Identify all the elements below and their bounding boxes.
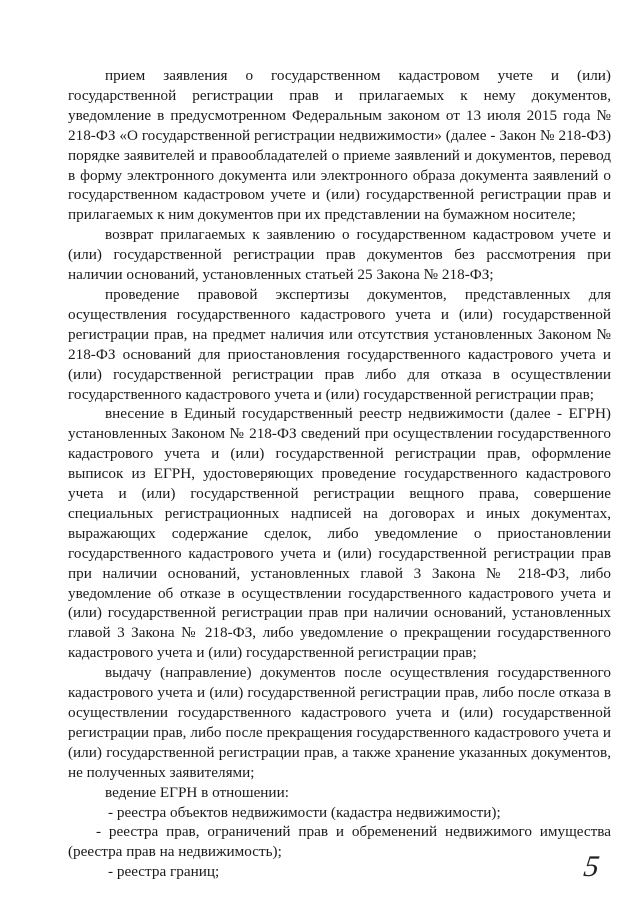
paragraph-documents-return: возврат прилагаемых к заявлению о государственном кадастровом учете и (или) государственной регистрации прав документов без рассмотрения при наличии оснований, установленных статьей 25 Закона № 218-ФЗ; bbox=[68, 226, 611, 284]
paragraph-documents-issue: выдачу (направление) документов после осуществления государственного кадастрового учета и (или) государственной регистрации прав, либо после отказа в осуществлении государственного кадастрового учета и (или) государственной регистрации прав, либо после прекращения государственного кадастрового учета и (или) государственной регистрации прав, а также хранение указанных документов, не полученных заявителями; bbox=[68, 664, 611, 781]
registry-item-borders: - реестра границ; bbox=[108, 863, 220, 881]
paragraph-egrn-entry: внесение в Единый государственный реестр недвижимости (далее - ЕГРН) установленных Законом № 218-ФЗ сведений при осуществлении государственного кадастрового учета и (или) государственной регистрации прав, оформление выписок из ЕГРН, удостоверяющих проведение государственного кадастрового учета и (или) государственной регистрации вещного права, совершение специальных регистрационных надписей на договорах и иных документах, выражающих содержание сделок, либо уведомление о приостановлении государственного кадастрового учета и (или) государственной регистрации прав при наличии оснований, установленных главой 3 Закона № 218-ФЗ, либо уведомление об отказе в осуществлении государственного кадастрового учета и (или) государственной регистрации прав при наличии оснований, установленных главой 3 Закона № 218-ФЗ, либо уведомление о прекращении государственного кадастрового учета и (или) государственной регистрации прав; bbox=[68, 405, 611, 662]
registry-intro: ведение ЕГРН в отношении: bbox=[105, 783, 289, 801]
paragraph-application-intake: прием заявления о государственном кадастровом учете и (или) государственной регистрации прав и прилагаемых к нему документов, уведомление в предусмотренном Федеральным законом от 13 июля 2015 года № 218-ФЗ «О государственной регистрации недвижимости» (далее - Закон № 218-ФЗ) порядке заявителей и правообладателей о приеме заявлений и документов, перевод в форму электронного документа или электронного образа документа заявлений о государственном кадастровом учете и (или) государственной регистрации прав и прилагаемых к ним документов при их представлении на бумажном носителе; bbox=[68, 67, 611, 224]
registry-item-objects: - реестра объектов недвижимости (кадастра недвижимости); bbox=[108, 803, 501, 821]
document-body bbox=[68, 66, 611, 882]
paragraph-legal-review: проведение правовой экспертизы документов, представленных для осуществления государственного кадастрового учета и (или) государственной регистрации прав, на предмет наличия или отсутствия установленных Законом № 218-ФЗ оснований для приостановления государственного кадастрового учета и (или) государственной регистрации прав либо для отказа в осуществлении государственного кадастрового учета и (или) государственной регистрации прав; bbox=[68, 285, 611, 403]
registry-item-rights: - реестра прав, ограничений прав и обременений недвижимого имущества (реестра прав на недвижимость); bbox=[68, 823, 611, 861]
page-number: 5 bbox=[581, 850, 602, 883]
